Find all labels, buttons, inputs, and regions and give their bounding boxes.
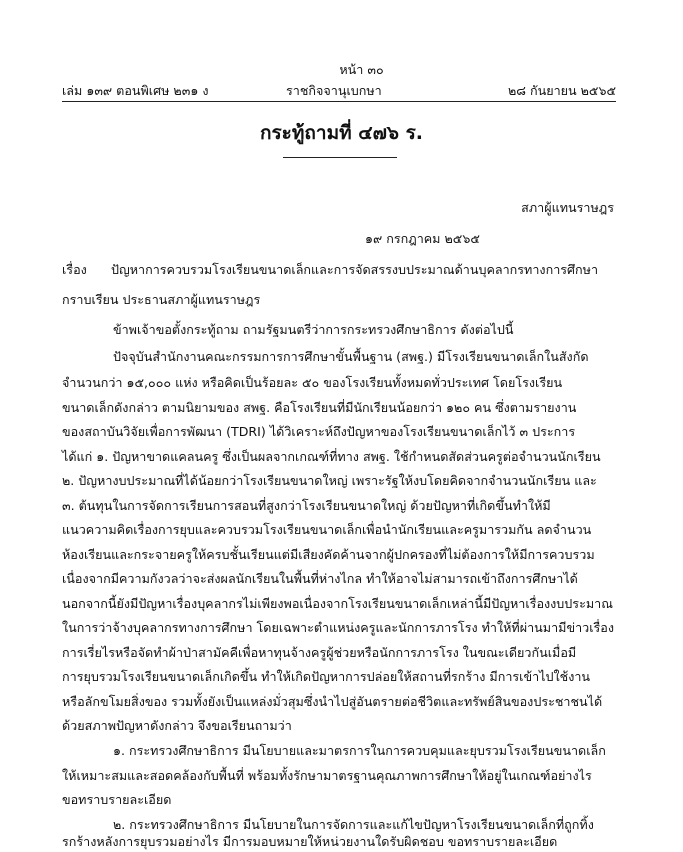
- intro-paragraph: ข้าพเจ้าขอตั้งกระทู้ถาม ถามรัฐมนตรีว่าการกระทรวงศึกษาธิการ ดังต่อไปนี้: [113, 322, 514, 337]
- page-number: หน้า ๓๐: [339, 62, 384, 77]
- body-line: นอกจากนี้ยังมีปัญหาเรื่องบุคลากรไม่เพียงพอเนื่องจากโรงเรียนขนาดเล็กเหล่านี้มีปัญหาเรื่องงบประมาณ: [62, 596, 613, 611]
- body-line: เนื่องจากมีความกังวลว่าจะส่งผลนักเรียนในพื้นที่ห่างไกล ทำให้อาจไม่สามารถเข้าถึงการศึกษาได้: [62, 571, 578, 586]
- body-line: ในการว่าจ้างบุคลากรทางการศึกษา โดยเฉพาะตำแหน่งครูและนักการภารโรง ทำให้ที่ผ่านมามีข่าวเรื่อง: [62, 620, 615, 635]
- body-line: ๓. ต้นทุนในการจัดการเรียนการสอนที่สูงกว่าโรงเรียนขนาดใหญ่ ด้วยปัญหาที่เกิดขึ้นทำให้มี: [62, 498, 551, 513]
- page-title: กระทู้ถามที่ ๔๗๖ ร.: [259, 122, 424, 144]
- body-line: ห้องเรียนและกระจายครูให้ครบชั้นเรียนแต่มีเสียงคัดค้านจากผู้ปกครองที่ไม่ต้องการให้มีการควบรวม: [62, 547, 595, 562]
- document-date: ๑๙ กรกฎาคม ๒๕๖๕: [365, 231, 480, 246]
- body-line: ๒. ปัญหางบประมาณที่ได้น้อยกว่าโรงเรียนขนาดใหญ่ เพราะรัฐให้งบโดยคิดจากจำนวนนักเรียน และ: [62, 473, 597, 488]
- gazette-header-row: [62, 81, 616, 99]
- subject-label: เรื่อง: [62, 262, 87, 277]
- question-2-line: รกร้างหลังการยุบรวมอย่างไร มีการมอบหมายให้หน่วยงานใดรับผิดชอบ ขอทราบรายละเอียด: [62, 834, 558, 849]
- header-divider: [62, 101, 616, 102]
- title-underline: [283, 157, 397, 158]
- question-1-line: ขอทราบรายละเอียด: [62, 792, 172, 807]
- body-line: ได้แก่ ๑. ปัญหาขาดแคลนครู ซึ่งเป็นผลจากเกณฑ์ที่ทาง สพฐ. ใช้กำหนดสัดส่วนครูต่อจำนวนนักเรียน: [62, 449, 601, 464]
- subject-text: ปัญหาการควบรวมโรงเรียนขนาดเล็กและการจัดสรรงบประมาณด้านบุคลากรทางการศึกษา: [111, 262, 599, 277]
- body-line: แนวความคิดเรื่องการยุบและควบรวมโรงเรียนขนาดเล็กเพื่อนำนักเรียนและครูมารวมกัน ลดจำนวน: [62, 522, 592, 537]
- body-line: ปัจจุบันสำนักงานคณะกรรมการการศึกษาขั้นพื้นฐาน (สพฐ.) มีโรงเรียนขนาดเล็กในสังกัด: [113, 349, 589, 364]
- question-1-line: ให้เหมาะสมและสอดคล้องกับพื้นที่ พร้อมทั้งรักษามาตรฐานคุณภาพการศึกษาให้อยู่ในเกณฑ์อย่างไร: [62, 768, 592, 783]
- body-line: ด้วยสภาพปัญหาดังกล่าว จึงขอเรียนถามว่า: [62, 718, 292, 733]
- gazette-volume: เล่ม ๑๓๙ ตอนพิเศษ ๒๓๑ ง: [62, 83, 209, 98]
- question-2-line: ๒. กระทรวงศึกษาธิการ มีนโยบายในการจัดการและแก้ไขปัญหาโรงเรียนขนาดเล็กที่ถูกทิ้ง: [113, 817, 594, 832]
- gazette-date: ๒๘ กันยายน ๒๕๖๕: [507, 83, 616, 98]
- gazette-name: ราชกิจจานุเบกษา: [286, 83, 382, 98]
- body-line: ขนาดเล็กดังกล่าว ตามนิยามของ สพฐ. คือโรงเรียนที่มีนักเรียนน้อยกว่า ๑๒๐ คน ซึ่งตามรายงาน: [62, 400, 577, 415]
- body-line: หรือลักขโมยสิ่งของ รวมทั้งยังเป็นแหล่งมั่วสุมซึ่งนำไปสู่อันตรายต่อชีวิตและทรัพย์สินของประชาชนได้: [62, 694, 603, 709]
- body-line: ของสถาบันวิจัยเพื่อการพัฒนา (TDRI) ได้วิเคราะห์ถึงปัญหาของโรงเรียนขนาดเล็กไว้ ๓ ประการ: [62, 424, 576, 439]
- body-line: จำนวนกว่า ๑๕,๐๐๐ แห่ง หรือคิดเป็นร้อยละ ๕๐ ของโรงเรียนทั้งหมดทั่วประเทศ โดยโรงเรียน: [62, 375, 563, 390]
- question-1-line: ๑. กระทรวงศึกษาธิการ มีนโยบายและมาตรการในการควบคุมและยุบรวมโรงเรียนขนาดเล็ก: [113, 743, 606, 758]
- salutation: กราบเรียน ประธานสภาผู้แทนราษฎร: [62, 292, 261, 307]
- body-line: การเรี่ยไรหรือจัดทำผ้าป่าสามัคคีเพื่อหาทุนจ้างครูผู้ช่วยหรือนักการภารโรง ในขณะเดียวกันเมื่อมี: [62, 645, 577, 660]
- body-line: การยุบรวมโรงเรียนขนาดเล็กเกิดขึ้น ทำให้เกิดปัญหาการปล่อยให้สถานที่รกร้าง มีการเข้าไปใช้งาน: [62, 669, 591, 684]
- recipient-org: สภาผู้แทนราษฎร: [521, 200, 614, 215]
